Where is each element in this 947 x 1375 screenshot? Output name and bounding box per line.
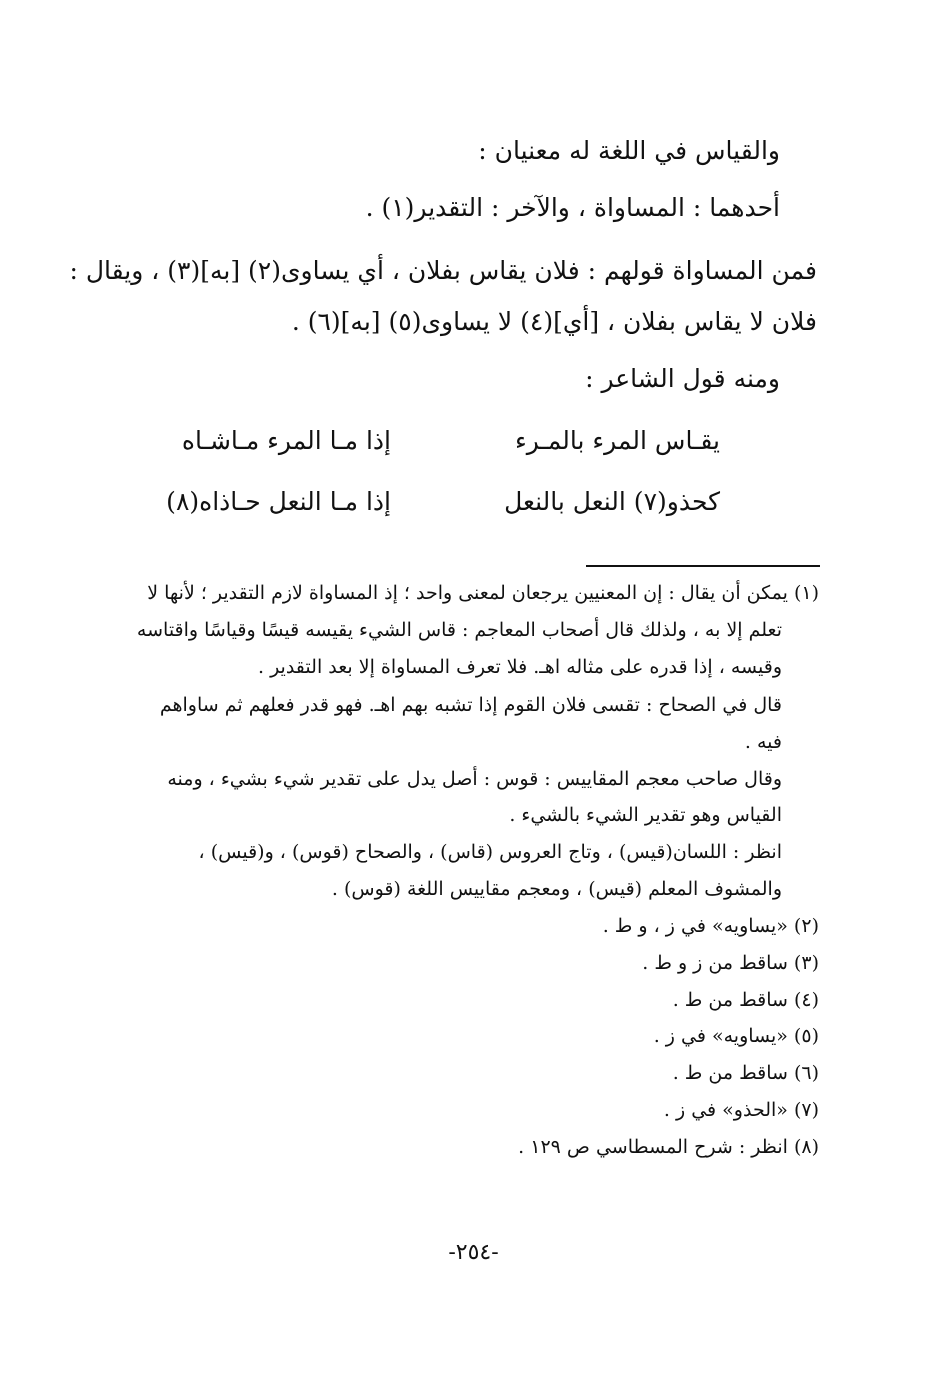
verse-2-first-hemistich: كحذو(٧) النعل بالنعل	[504, 487, 720, 516]
footnote-5: (٥) «يساويه» في ز .	[653, 1025, 819, 1047]
body-line-4: فلان لا يقاس بفلان ، [أي](٤) لا يساوى(٥) [به](٦) .	[291, 307, 817, 336]
footnote-1-line-7: القياس وهو تقدير الشيء بالشيء .	[509, 804, 782, 826]
footnote-8: (٨) انظر : شرح المسطاسي ص ١٢٩ .	[518, 1136, 819, 1158]
body-line-1: والقياس في اللغة له معنيان :	[478, 136, 780, 165]
footnote-1-line-9: والمشوف المعلم (قيس) ، ومعجم مقاييس اللغة (قوس) .	[331, 878, 782, 900]
verse-1-first-hemistich: يقـاس المرء بالمـرء	[514, 426, 720, 455]
footnote-1-line-4: قال في الصحاح : تقسى فلان القوم إذا تشبه بهم اهـ. فهو قدر فعلهم ثم ساواهم	[159, 694, 782, 716]
verse-2-second-hemistich: إذا مـا النعل حـاذاه(٨)	[166, 487, 391, 516]
footnote-1-line-5: فيه .	[744, 731, 782, 753]
page-number: -٢٥٤-	[448, 1240, 499, 1265]
footnote-1-line-8: انظر : اللسان(قيس) ، وتاج العروس (قاس) ، والصحاح (قوس) ، و(قيس) ،	[198, 841, 782, 863]
verse-1-second-hemistich: إذا مـا المرء مـاشـاه	[181, 426, 391, 455]
body-line-5: ومنه قول الشاعر :	[585, 364, 780, 393]
footnote-7: (٧) «الحذو» في ز .	[663, 1099, 819, 1121]
footnote-1-line-3: وقيسه ، إذا قدره على مثاله اهـ. فلا تعرف المساواة إلا بعد التقدير .	[257, 656, 782, 678]
footnote-1-line-6: وقال صاحب معجم المقاييس : قوس : أصل يدل على تقدير شيء بشيء ، ومنه	[167, 768, 782, 790]
footnote-3: (٣) ساقط من ز و ط .	[642, 952, 819, 974]
body-line-3: فمن المساواة قولهم : فلان يقاس بفلان ، أي يساوى(٢) [به](٣) ، ويقال :	[69, 256, 817, 285]
footnote-6: (٦) ساقط من ط .	[672, 1062, 819, 1084]
footnote-separator	[586, 565, 820, 567]
footnote-1-line-1: (١) يمكن أن يقال : إن المعنيين يرجعان لمعنى واحد ؛ إذ المساواة لازم التقدير ؛ لأنها لا	[147, 582, 819, 604]
footnote-4: (٤) ساقط من ط .	[672, 989, 819, 1011]
footnote-2: (٢) «يساويه» في ز ، و ط .	[602, 915, 819, 937]
footnote-1-line-2: تعلم إلا به ، ولذلك قال أصحاب المعاجم : قاس الشيء يقيسه قيسًا وقياسًا واقتاسه	[136, 619, 782, 641]
body-line-2: أحدهما : المساواة ، والآخر : التقدير(١) .	[365, 193, 780, 222]
